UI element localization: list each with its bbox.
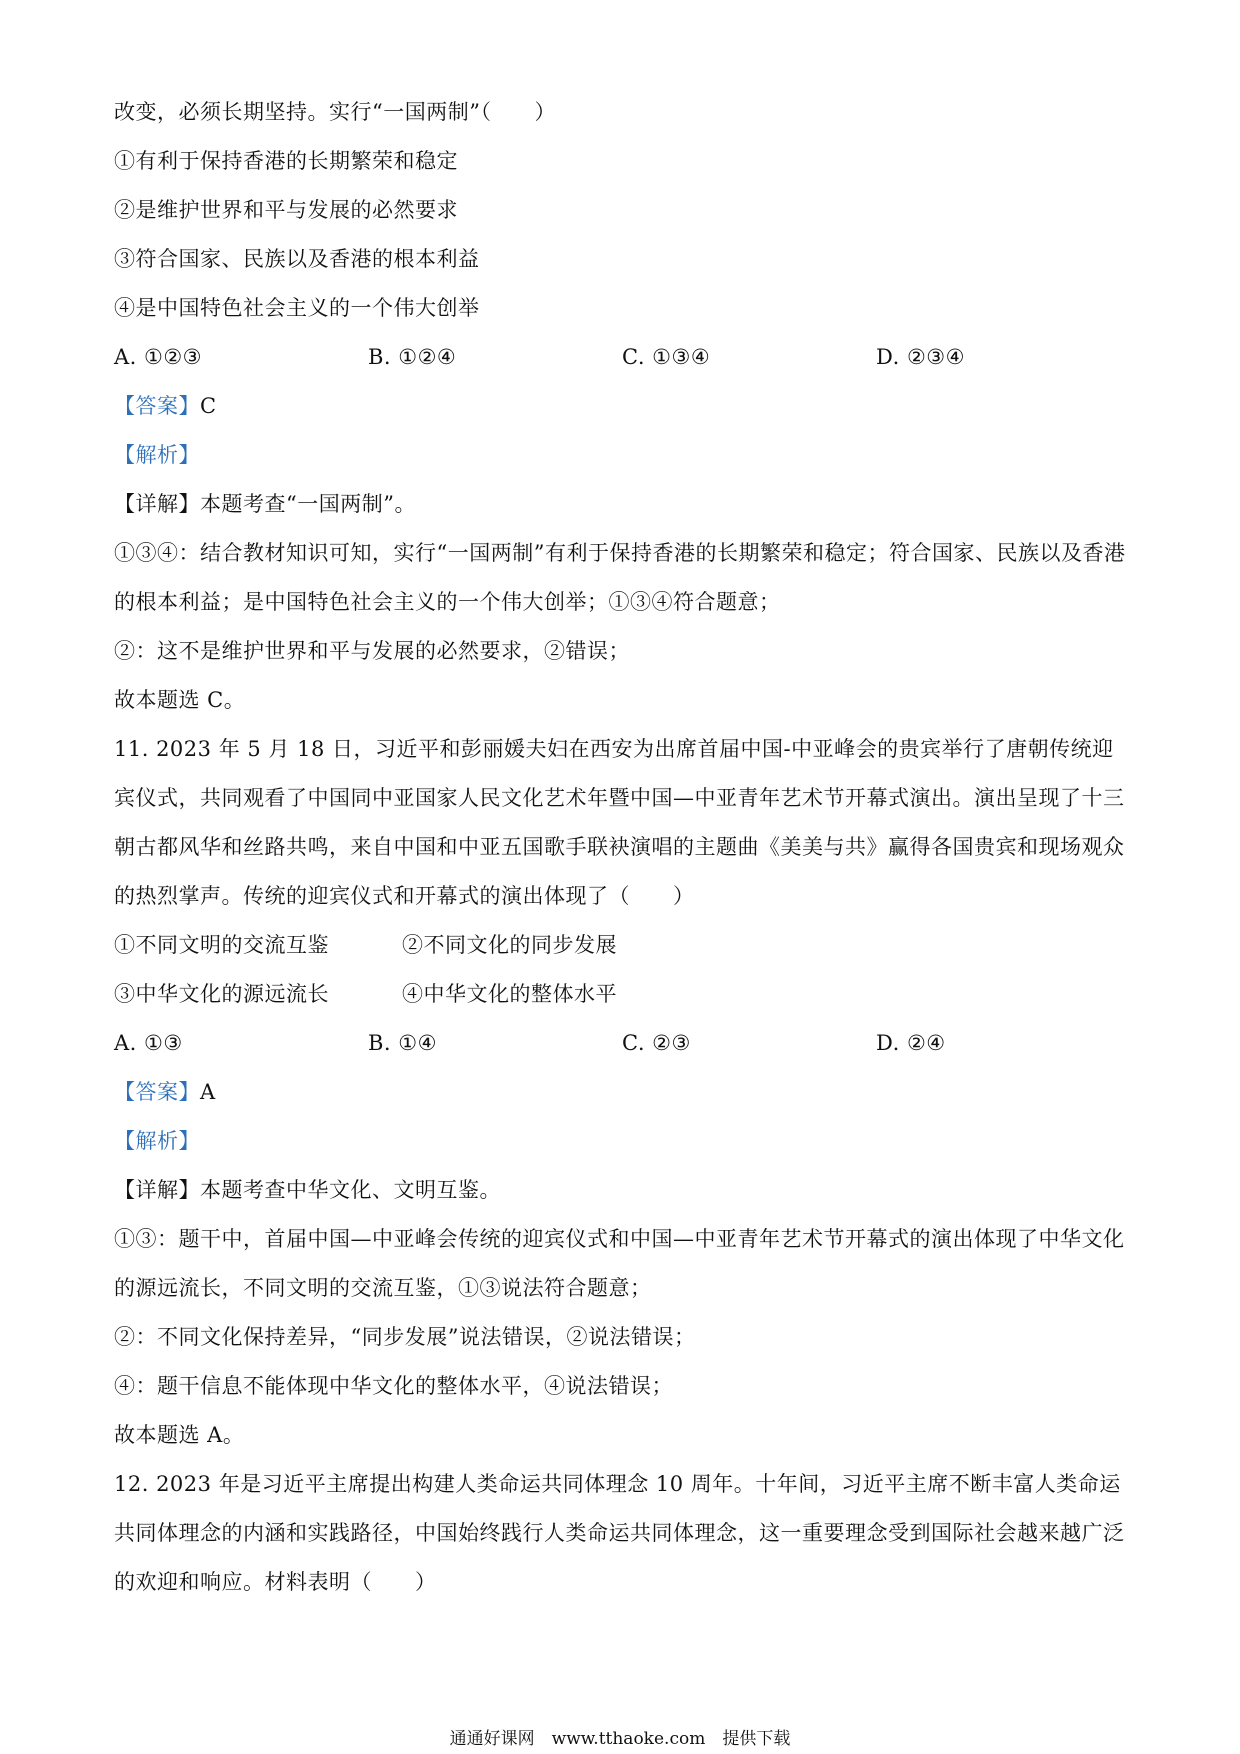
q11-items-row-2 — [114, 970, 1134, 1019]
analysis-tag: 【解析】 — [114, 1129, 200, 1153]
detail-tag: 【详解】 — [114, 1178, 200, 1202]
q11-explain-2: ②：不同文化保持差异，“同步发展”说法错误，②说法错误； — [114, 1325, 696, 1349]
q10-stem-tail: 改变，必须长期坚持。实行“一国两制”（ ） — [114, 100, 556, 124]
page-footer: 通通好课网 www.tthaoke.com 提供下载 — [449, 1729, 791, 1749]
q10-option-a: A. ①②③ — [114, 345, 202, 369]
q10-conclusion: 故本题选 C。 — [114, 688, 246, 712]
answer-tag: 【答案】 — [114, 394, 200, 418]
q10-option-b: B. ①②④ — [368, 345, 457, 369]
q10-analysis — [114, 431, 1134, 480]
q11-item-2: ②不同文化的同步发展 — [402, 933, 617, 957]
q11-item-4: ④中华文化的整体水平 — [402, 982, 617, 1006]
answer-value: A — [200, 1080, 216, 1104]
q11-stem: 11. 2023 年 5 月 18 日，习近平和彭丽媛夫妇在西安为出席首届中国-中亚峰会的贵宾举行了唐朝传统迎宾仪式，共同观看了中国同中亚国家人民文化艺术年暨中国—中亚青年艺术节开幕式演出。演出呈现了十三朝古都风华和丝路共鸣，来自中国和中亚五国歌手联袂演唱的主题曲《美美与共》赢得各国贵宾和现场观众的热烈掌声。传统的迎宾仪式和开幕式的演出体现了（ ） — [114, 737, 1125, 908]
q10-option-d: D. ②③④ — [876, 345, 965, 369]
q11-conclusion: 故本题选 A。 — [114, 1423, 245, 1447]
q10-item-3: ③符合国家、民族以及香港的根本利益 — [114, 247, 480, 271]
q11-detail — [114, 1166, 1134, 1215]
q10-explain-1: ①③④：结合教材知识可知，实行“一国两制”有利于保持香港的长期繁荣和稳定；符合国家、民族以及香港的根本利益；是中国特色社会主义的一个伟大创举；①③④符合题意； — [114, 541, 1126, 614]
q11-option-d: D. ②④ — [876, 1031, 946, 1055]
q12-stem: 12. 2023 年是习近平主席提出构建人类命运共同体理念 10 周年。十年间，习近平主席不断丰富人类命运共同体理念的内涵和实践路径，中国始终践行人类命运共同体理念，这一重要理念受到国际社会越来越广泛的欢迎和响应。材料表明（ ） — [114, 1472, 1125, 1594]
q11-analysis — [114, 1117, 1134, 1166]
q10-item-4: ④是中国特色社会主义的一个伟大创举 — [114, 296, 480, 320]
q11-item-1: ①不同文明的交流互鉴 — [114, 933, 329, 957]
q10-answer — [114, 382, 1134, 431]
q11-answer — [114, 1068, 1134, 1117]
analysis-tag: 【解析】 — [114, 443, 200, 467]
detail-tag: 【详解】 — [114, 492, 200, 516]
detail-intro: 本题考查“一国两制”。 — [200, 492, 416, 516]
q10-item-2: ②是维护世界和平与发展的必然要求 — [114, 198, 458, 222]
detail-intro: 本题考查中华文化、文明互鉴。 — [200, 1178, 501, 1202]
q10-detail — [114, 480, 1134, 529]
q11-option-a: A. ①③ — [114, 1031, 183, 1055]
q11-explain-1: ①③：题干中，首届中国—中亚峰会传统的迎宾仪式和中国—中亚青年艺术节开幕式的演出体现了中华文化的源远流长，不同文明的交流互鉴，①③说法符合题意； — [114, 1227, 1125, 1300]
q11-item-3: ③中华文化的源远流长 — [114, 982, 329, 1006]
q10-explain-2: ②：这不是维护世界和平与发展的必然要求，②错误； — [114, 639, 630, 663]
answer-value: C — [200, 394, 217, 418]
q11-items-row-1 — [114, 921, 1134, 970]
q10-option-c: C. ①③④ — [622, 345, 711, 369]
q11-option-b: B. ①④ — [368, 1031, 437, 1055]
q11-option-c: C. ②③ — [622, 1031, 691, 1055]
q10-options — [114, 333, 1134, 382]
answer-tag: 【答案】 — [114, 1080, 200, 1104]
q10-item-1: ①有利于保持香港的长期繁荣和稳定 — [114, 149, 458, 173]
q11-options — [114, 1019, 1134, 1068]
document-body — [114, 88, 1134, 1607]
q11-explain-3: ④：题干信息不能体现中华文化的整体水平，④说法错误； — [114, 1374, 673, 1398]
